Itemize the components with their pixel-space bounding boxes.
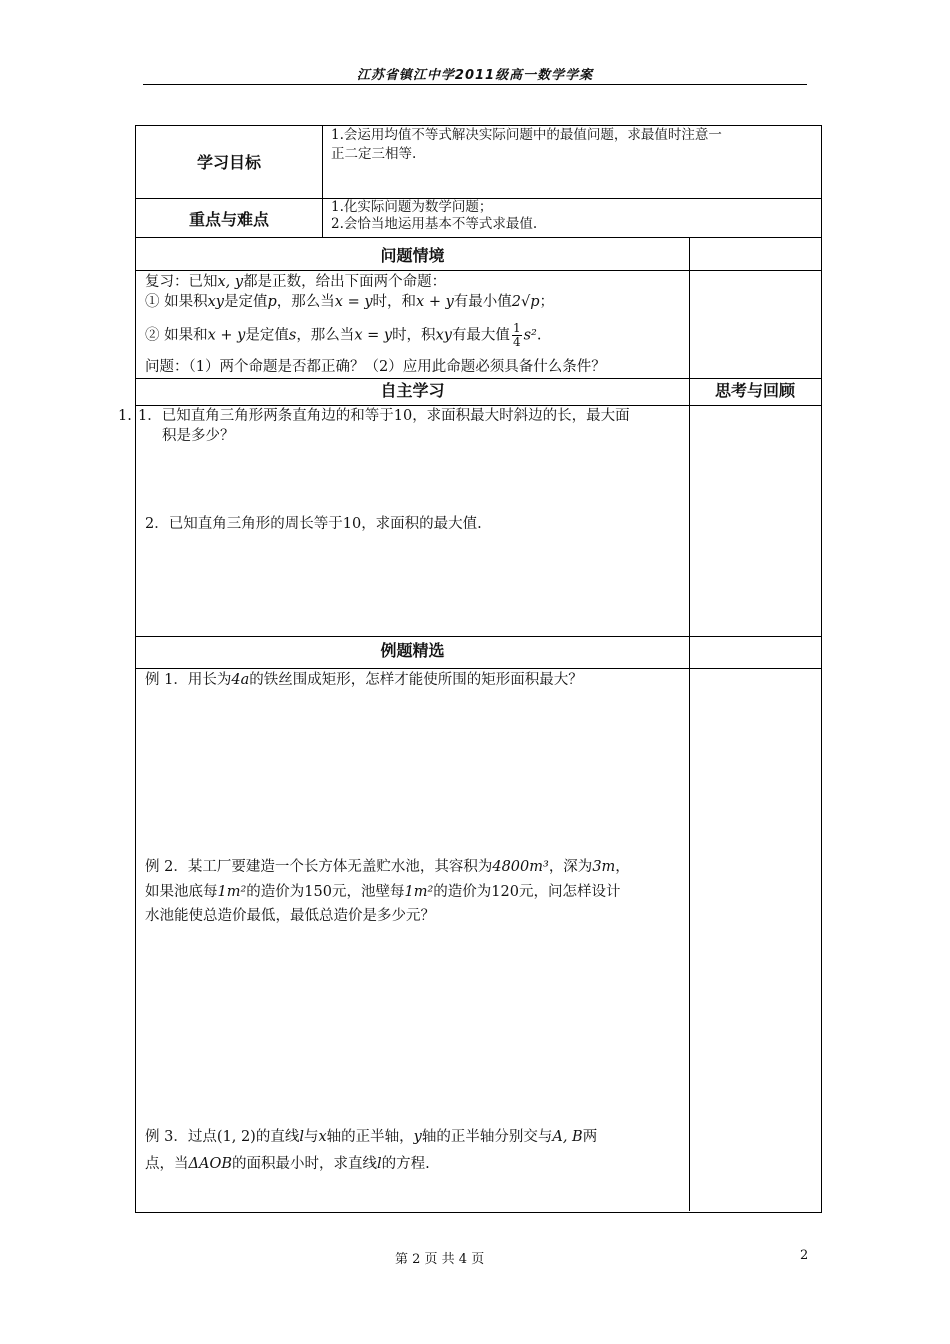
ex3-point: (1, 2) — [216, 1129, 256, 1145]
header-title: 江苏省镇江中学2011级高一数学学案 — [356, 68, 594, 83]
proposition-1 — [145, 290, 554, 315]
keypoints-line1: 1.化实际问题为数学问题； — [331, 199, 493, 215]
review-vars: x, y — [217, 274, 244, 290]
ex2-volume: 4800m³ — [492, 859, 549, 875]
p2-text: . — [536, 327, 542, 344]
p2-fraction — [512, 322, 522, 349]
ex3-text: 的方程. — [381, 1156, 430, 1172]
goals-label: 学习目标 — [196, 153, 261, 172]
example-2-line1 — [145, 855, 630, 880]
p1-text: ； — [539, 294, 555, 310]
ex2-text: 的造价为 — [433, 884, 492, 900]
p2-text: 有最大值 — [451, 327, 510, 344]
ex2-text: ，深为 — [548, 859, 593, 875]
header-divider — [143, 84, 807, 85]
ex2-depth: 3m — [592, 859, 616, 875]
ex3-text: 轴的正半轴， — [326, 1129, 414, 1145]
ex2-text: 如果池底每 — [145, 884, 218, 900]
example-1 — [145, 668, 583, 693]
ex3-text: 两 — [582, 1129, 598, 1145]
ex2-text: 元，问怎样设计 — [518, 884, 621, 900]
ex3-text: 点，当 — [145, 1156, 189, 1172]
row-divider — [135, 237, 821, 238]
ex3-x: x — [318, 1129, 327, 1145]
ex2-text: ， — [615, 859, 630, 875]
self-question-1-cont: 积是多少？ — [162, 428, 235, 444]
p2-text: 是定值 — [245, 327, 289, 344]
p2-eq: x = y — [354, 327, 393, 344]
reflection-title: 思考与回顾 — [714, 381, 795, 400]
fraction-numerator: 1 — [512, 321, 521, 335]
q1-text: ，求面积最大时斜边的长，最大面 — [412, 408, 630, 424]
row-divider — [135, 636, 821, 637]
situation-title: 问题情境 — [380, 246, 445, 265]
ex3-line: l — [299, 1129, 304, 1145]
q2-text: ，求面积的最大值. — [361, 516, 482, 532]
q2-number: 10 — [342, 516, 362, 532]
p2-text: 时，积 — [392, 327, 436, 344]
q1-text: 1．已知直角三角形两条直角边的和等于 — [138, 408, 394, 424]
ex3-triangle: ΔAOB — [188, 1156, 232, 1172]
ex1-text: 例 1．用长为 — [145, 672, 232, 688]
goals-text-line2: 正二定三相等. — [331, 146, 417, 162]
list-number: 1. — [118, 408, 132, 424]
p2-s-squared: s² — [523, 327, 537, 344]
keypoints-label: 重点与难点 — [188, 210, 269, 229]
ex3-text: 例 3．过点 — [145, 1129, 217, 1145]
p1-sum: x + y — [416, 294, 454, 310]
self-study-title: 自主学习 — [380, 381, 445, 400]
ex3-text: 与 — [303, 1129, 319, 1145]
example-2-line2 — [145, 880, 620, 905]
p1-text: 有最小值 — [453, 294, 512, 310]
p2-s: s — [288, 327, 297, 344]
q2-text: 2．已知直角三角形的周长等于 — [145, 516, 343, 532]
ex3-text: 的直线 — [255, 1129, 300, 1145]
proposition-2 — [145, 322, 541, 349]
ex2-text: 例 2．某工厂要建造一个长方体无盖贮水池，其容积为 — [145, 859, 493, 875]
ex3-line: l — [377, 1156, 382, 1172]
p1-min-value: 2√p — [511, 294, 540, 310]
ex2-text: 的造价为 — [246, 884, 305, 900]
column-divider — [322, 125, 323, 237]
footer-page-info: 第 2 页 共 4 页 — [395, 1252, 485, 1267]
example-3-line2 — [145, 1152, 430, 1177]
examples-title: 例题精选 — [380, 641, 445, 660]
p1-p: p — [267, 294, 277, 310]
p1-text: 是定值 — [223, 294, 268, 310]
p1-xy: xy — [207, 294, 224, 310]
ex2-price: 150 — [304, 884, 332, 900]
ex3-y: y — [413, 1129, 422, 1145]
ex3-text: 的面积最小时，求直线 — [232, 1156, 377, 1172]
ex1-text: 的铁丝围成矩形，怎样才能使所围的矩形面积最大？ — [249, 672, 583, 688]
p2-sum: x + y — [207, 327, 246, 344]
ex1-var: 4a — [231, 672, 250, 688]
q1-number: 10 — [393, 408, 413, 424]
p1-text: ① 如果积 — [145, 294, 208, 310]
ex2-area: 1m² — [217, 884, 247, 900]
p2-text: ② 如果和 — [145, 327, 208, 344]
review-suffix: 都是正数，给出下面两个命题： — [243, 274, 447, 290]
goals-text-line1: 1.会运用均值不等式解决实际问题中的最值问题，求最值时注意一 — [331, 127, 722, 143]
review-prefix: 复习：已知 — [145, 274, 218, 290]
p1-text: ，那么当 — [276, 294, 335, 310]
p1-eq: x = y — [334, 294, 373, 310]
example-3-line1 — [145, 1125, 597, 1150]
p2-xy: xy — [435, 327, 452, 344]
keypoints-line2: 2.会恰当地运用基本不等式求最值. — [331, 216, 538, 232]
p1-text: 时，和 — [372, 294, 417, 310]
ex2-text: 元，池壁每 — [331, 884, 405, 900]
self-question-2 — [145, 512, 482, 537]
ex3-points: A, B — [552, 1129, 583, 1145]
footer-page-number: 2 — [800, 1248, 809, 1263]
ex3-text: 轴的正半轴分别交与 — [421, 1129, 553, 1145]
question-line: 问题：（1）两个命题是否都正确？（2）应用此命题必须具备什么条件？ — [145, 359, 606, 375]
ex2-price: 120 — [491, 884, 519, 900]
fraction-denominator: 4 — [512, 335, 521, 349]
p2-text: ，那么当 — [296, 327, 355, 344]
ex2-area: 1m² — [404, 884, 434, 900]
example-2-line3: 水池能使总造价最低，最低总造价是多少元？ — [145, 908, 435, 924]
